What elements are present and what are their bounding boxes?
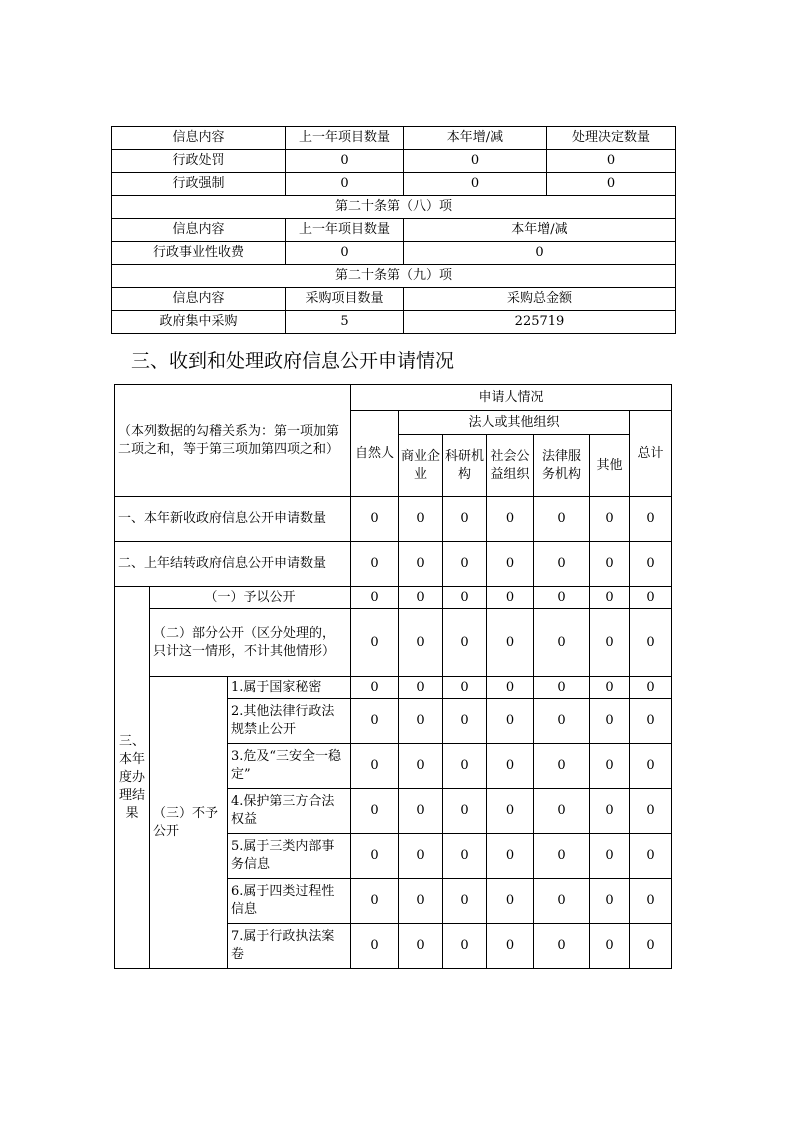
table-header-row (112, 127, 676, 150)
cell-value: 0 (404, 242, 676, 265)
cell-value: 0 (404, 173, 547, 196)
cell-value: 0 (286, 173, 404, 196)
total-header: 总计 (630, 411, 672, 497)
cell-value: 0 (590, 789, 630, 834)
table-row (115, 609, 672, 677)
header-cell: 信息内容 (112, 288, 286, 311)
legal-col-header: 商业企业 (399, 435, 443, 497)
cell-value: 0 (443, 789, 487, 834)
cell-value: 0 (351, 744, 399, 789)
row-label: 政府集中采购 (112, 311, 286, 334)
cell-value: 0 (590, 699, 630, 744)
cell-value: 0 (443, 699, 487, 744)
cell-value: 0 (487, 924, 534, 969)
natural-person-header: 自然人 (351, 411, 399, 497)
cell-value: 0 (443, 834, 487, 879)
cell-value: 0 (351, 789, 399, 834)
cell-value: 0 (443, 609, 487, 677)
cell-value: 0 (534, 609, 590, 677)
cell-value: 0 (351, 834, 399, 879)
header-cell: 采购总金额 (404, 288, 676, 311)
section-title-row (112, 265, 676, 288)
section-heading: 三、收到和处理政府信息公开申请情况 (131, 350, 455, 372)
cell-value: 0 (443, 744, 487, 789)
cell-value: 0 (534, 834, 590, 879)
table-row (112, 242, 676, 265)
section-title: 第二十条第（八）项 (112, 196, 676, 219)
header-cell: 上一年项目数量 (286, 127, 404, 150)
sub-row-label: 1.属于国家秘密 (228, 677, 351, 699)
cell-value: 0 (351, 879, 399, 924)
cell-value: 0 (399, 677, 443, 699)
cell-value: 0 (590, 587, 630, 609)
row-label: 二、上年结转政府信息公开申请数量 (115, 542, 351, 587)
application-table (114, 384, 672, 969)
row-label: （一）予以公开 (150, 587, 351, 609)
cell-value: 0 (630, 609, 672, 677)
cell-value: 0 (630, 879, 672, 924)
cell-value: 0 (590, 542, 630, 587)
cell-value: 0 (286, 242, 404, 265)
cell-value: 0 (534, 677, 590, 699)
table-header-row (115, 385, 672, 411)
legal-col-header: 科研机构 (443, 435, 487, 497)
cell-value: 0 (534, 924, 590, 969)
table-row (112, 150, 676, 173)
sub-row-label: 4.保护第三方合法权益 (228, 789, 351, 834)
table-row (115, 497, 672, 542)
cell-value: 0 (534, 879, 590, 924)
cell-value: 0 (487, 497, 534, 542)
cell-value: 0 (534, 744, 590, 789)
cell-value: 0 (443, 542, 487, 587)
legal-col-header: 社会公益组织 (487, 435, 534, 497)
cell-value: 0 (399, 744, 443, 789)
corner-note: （本列数据的勾稽关系为：第一项加第二项之和，等于第三项加第四项之和） (115, 385, 351, 497)
cell-value: 0 (534, 587, 590, 609)
cell-value: 0 (590, 924, 630, 969)
cell-value: 0 (534, 789, 590, 834)
cell-value: 0 (487, 789, 534, 834)
cell-value: 5 (286, 311, 404, 334)
sub-row-label: 3.危及“三安全一稳定” (228, 744, 351, 789)
cell-value: 0 (534, 699, 590, 744)
table-header-row (112, 219, 676, 242)
cell-value: 0 (630, 587, 672, 609)
cell-value: 0 (590, 744, 630, 789)
cell-value: 0 (630, 834, 672, 879)
table-row (115, 677, 672, 699)
cell-value: 0 (399, 609, 443, 677)
sub-row-label: 2.其他法律行政法规禁止公开 (228, 699, 351, 744)
cell-value: 0 (286, 150, 404, 173)
cell-value: 0 (443, 924, 487, 969)
header-cell: 本年增/减 (404, 219, 676, 242)
table-row (112, 311, 676, 334)
cell-value: 0 (351, 609, 399, 677)
cell-value: 0 (590, 834, 630, 879)
cell-value: 0 (487, 834, 534, 879)
cell-value: 0 (351, 924, 399, 969)
cell-value: 0 (630, 789, 672, 834)
cell-value: 0 (534, 542, 590, 587)
row-label: 行政事业性收费 (112, 242, 286, 265)
table-row (115, 542, 672, 587)
cell-value: 0 (630, 699, 672, 744)
cell-value: 0 (443, 497, 487, 542)
sub-row-label: 7.属于行政执法案卷 (228, 924, 351, 969)
header-cell: 采购项目数量 (286, 288, 404, 311)
cell-value: 0 (487, 587, 534, 609)
cell-value: 0 (351, 587, 399, 609)
cell-value: 225719 (404, 311, 676, 334)
sub-row-label: 6.属于四类过程性信息 (228, 879, 351, 924)
row-label: （三）不予公开 (150, 677, 228, 969)
legal-group-header: 法人或其他组织 (399, 411, 630, 435)
sub-row-label: 5.属于三类内部事务信息 (228, 834, 351, 879)
cell-value: 0 (443, 879, 487, 924)
cell-value: 0 (351, 542, 399, 587)
legal-col-header: 其他 (590, 435, 630, 497)
cell-value: 0 (399, 789, 443, 834)
cell-value: 0 (351, 677, 399, 699)
cell-value: 0 (534, 497, 590, 542)
table-header-row (112, 288, 676, 311)
cell-value: 0 (487, 699, 534, 744)
cell-value: 0 (351, 699, 399, 744)
cell-value: 0 (399, 587, 443, 609)
cell-value: 0 (404, 150, 547, 173)
cell-value: 0 (630, 677, 672, 699)
cell-value: 0 (399, 699, 443, 744)
disclosure-items-table (111, 126, 676, 334)
cell-value: 0 (630, 924, 672, 969)
cell-value: 0 (487, 744, 534, 789)
cell-value: 0 (443, 587, 487, 609)
cell-value: 0 (487, 542, 534, 587)
cell-value: 0 (547, 173, 676, 196)
cell-value: 0 (443, 677, 487, 699)
row-label: （二）部分公开（区分处理的，只计这一情形，不计其他情形） (150, 609, 351, 677)
header-cell: 上一年项目数量 (286, 219, 404, 242)
section-title: 第二十条第（九）项 (112, 265, 676, 288)
cell-value: 0 (590, 677, 630, 699)
cell-value: 0 (547, 150, 676, 173)
cell-value: 0 (590, 879, 630, 924)
result-group-label: 三、本年度办理结果 (115, 587, 150, 969)
cell-value: 0 (351, 497, 399, 542)
header-cell: 信息内容 (112, 219, 286, 242)
cell-value: 0 (487, 609, 534, 677)
row-label: 一、本年新收政府信息公开申请数量 (115, 497, 351, 542)
cell-value: 0 (399, 879, 443, 924)
cell-value: 0 (630, 497, 672, 542)
cell-value: 0 (399, 834, 443, 879)
cell-value: 0 (590, 609, 630, 677)
header-cell: 本年增/减 (404, 127, 547, 150)
table-row (112, 173, 676, 196)
cell-value: 0 (487, 879, 534, 924)
row-label: 行政强制 (112, 173, 286, 196)
legal-col-header: 法律服务机构 (534, 435, 590, 497)
applicant-header: 申请人情况 (351, 385, 672, 411)
table-row (115, 587, 672, 609)
header-cell: 信息内容 (112, 127, 286, 150)
cell-value: 0 (630, 542, 672, 587)
cell-value: 0 (399, 542, 443, 587)
cell-value: 0 (487, 677, 534, 699)
row-label: 行政处罚 (112, 150, 286, 173)
cell-value: 0 (630, 744, 672, 789)
section-title-row (112, 196, 676, 219)
cell-value: 0 (399, 924, 443, 969)
cell-value: 0 (590, 497, 630, 542)
header-cell: 处理决定数量 (547, 127, 676, 150)
cell-value: 0 (399, 497, 443, 542)
